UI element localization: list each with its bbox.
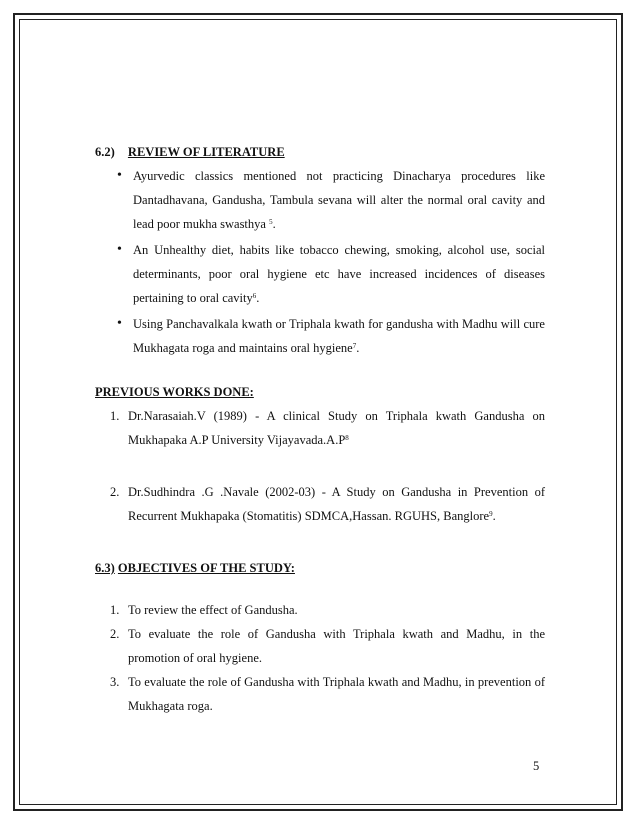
section-title: REVIEW OF LITERATURE: [127, 145, 285, 159]
document-body: [95, 140, 545, 718]
previous-works-heading: [95, 380, 545, 404]
previous-works-list: [95, 404, 545, 528]
section-number: 6.3): [95, 561, 115, 575]
list-item: 1. To review the effect of Gandusha.: [110, 603, 298, 617]
list-item: • Ayurvedic classics mentioned not practicing Dinacharya procedures like Dantadhavana, Gandusha, Tambula sevana will alter the normal oral cavity and lead poor mukha swasthya $^5$.: [95, 164, 545, 236]
literature-bullets: [95, 164, 545, 360]
section-6-2-heading: [95, 140, 545, 164]
list-item: 3. To evaluate the role of Gandusha with Triphala kwath and Madhu, in prevention of Mukhagata roga.: [110, 675, 545, 713]
list-item: • An Unhealthy diet, habits like tobacco chewing, smoking, alcohol use, social determinants, poor oral hygiene etc have increased incidences of diseases pertaining to oral cavity$^6$.: [95, 238, 545, 310]
page-number: 5: [533, 759, 540, 773]
section-title: PREVIOUS WORKS DONE:: [95, 385, 254, 399]
list-item: 2. To evaluate the role of Gandusha with Triphala kwath and Madhu, in the promotion of oral hygiene.: [110, 627, 545, 665]
list-item: 2. Dr.Sudhindra .G .Navale (2002-03) - A Study on Gandusha in Prevention of Recurrent Mukhapaka (Stomatitis) SDMCA,Hassan. RGUHS, Banglore$^9$.: [110, 485, 545, 523]
section-title: OBJECTIVES OF THE STUDY:: [117, 561, 295, 575]
objectives-list: [95, 598, 545, 718]
list-item: 1. Dr.Narasaiah.V (1989) - A clinical Study on Triphala kwath Gandusha on Mukhapaka A.P University $Vijayavada.A.P^8$: [110, 409, 545, 447]
list-item: • Using Panchavalkala kwath or Triphala kwath for gandusha with Madhu will cure Mukhagata roga and maintains oral hygiene$^7$.: [95, 312, 545, 360]
section-6-3-heading: [95, 556, 545, 580]
section-number: 6.2): [95, 145, 115, 159]
